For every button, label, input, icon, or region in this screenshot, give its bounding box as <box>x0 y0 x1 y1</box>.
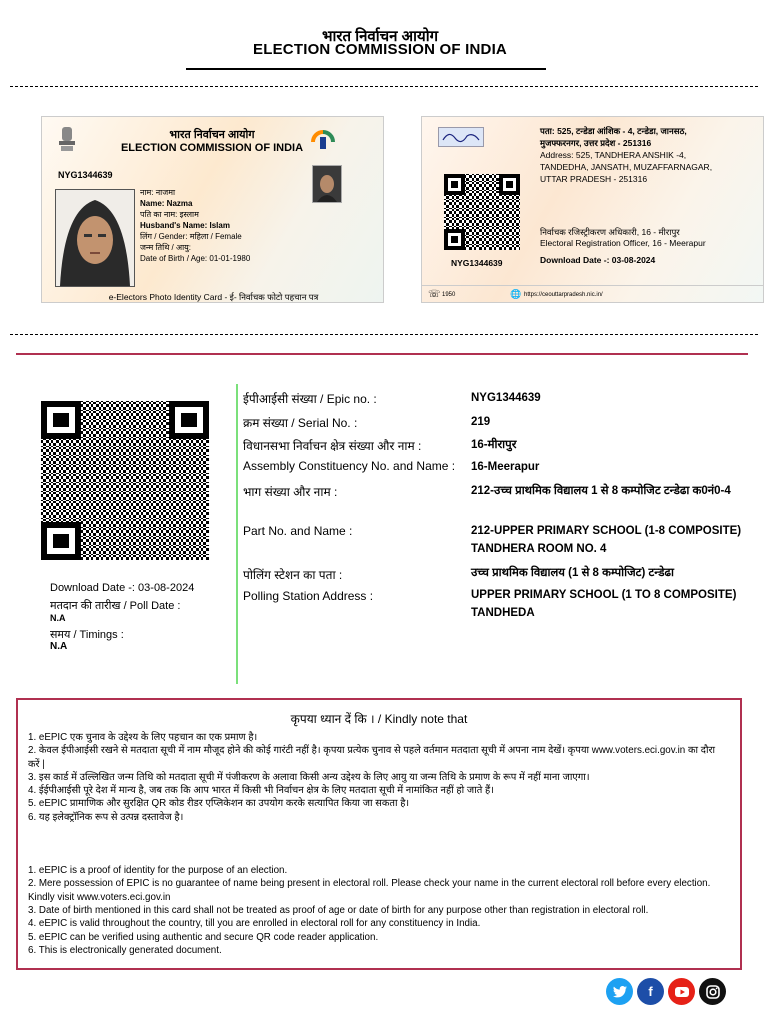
address-line-3: UTTAR PRADESH - 251316 <box>540 174 648 184</box>
notice-item-hindi: 2. केवल ईपीआईसी रखने से मतदाता सूची में नाम मौजूद होने की कोई गारंटी नहीं है। कृपया प्रत्येक चुनाव से पहले वर्तमान मतदाता सूची में अपना नाम देखें। कृपया www.voters.eci.gov.in का दौरा करें | <box>28 745 716 770</box>
front-title: ELECTION COMMISSION OF INDIA <box>120 142 304 154</box>
card-qr-code <box>444 174 520 250</box>
back-download-date: Download Date -: 03-08-2024 <box>540 255 656 265</box>
front-footer: e-Electors Photo Identity Card - ई- निर्वाचक फोटो पहचान पत्र <box>108 292 319 302</box>
notice-item: 4. eEPIC is valid throughout the country, till you are enrolled in electoral roll for any constituency in India. <box>28 918 481 930</box>
globe-icon: 🌐 <box>510 289 522 299</box>
website-link[interactable]: https://ceouttarpradesh.nic.in/ <box>524 292 603 298</box>
notice-item-hindi: 1. eEPIC एक चुनाव के उद्देश्य के लिए पहचान का एक प्रमाण है। <box>28 732 258 743</box>
front-epic-number: NYG1344639 <box>58 170 113 180</box>
notice-box <box>16 698 742 970</box>
notice-title: कृपया ध्यान दें कि । / Kindly note that <box>290 712 468 726</box>
large-qr-code <box>41 401 209 560</box>
serial-label: क्रम संख्या / Serial No. : <box>243 416 358 430</box>
header-title: ELECTION COMMISSION OF INDIA <box>253 41 507 58</box>
poll-date-label: मतदान की तारीख / Poll Date : <box>50 600 181 612</box>
header-title-hindi: भारत निर्वाचन आयोग <box>321 28 439 45</box>
ero-block <box>540 227 706 249</box>
small-photo <box>312 165 342 203</box>
front-details <box>140 187 250 264</box>
notice-item: 2. Mere possession of EPIC is no guarantee of name being present in electoral roll. Please check your name in the current electoral roll before every election. Kindly visit www.voters.eci.gov.in <box>28 878 711 903</box>
epic-card-back <box>421 116 764 303</box>
helpline-number: 1950 <box>442 292 456 298</box>
part-label: Part No. and Name : <box>243 524 353 538</box>
polling-station-label: Polling Station Address : <box>243 589 374 603</box>
ero-hindi: निर्वाचक रजिस्ट्रीकरण अधिकारी, 16 - मीरापुर <box>540 227 680 237</box>
vertical-divider <box>236 384 238 684</box>
name-label-hindi: नाम: नाजमा <box>140 188 176 197</box>
poll-date-value: N.A <box>50 613 66 623</box>
serial-value: 219 <box>471 416 491 428</box>
polling-station-label-hindi: पोलिंग स्टेशन का पता : <box>243 568 343 582</box>
voter-photo <box>55 189 135 287</box>
part-value: 212-UPPER PRIMARY SCHOOL (1-8 COMPOSITE) TANDHERA ROOM NO. 4 <box>471 525 742 555</box>
part-value-hindi: 212-उच्च प्राथमिक विद्यालय 1 से 8 कम्पोजिट टन्डेढा क0नं0-4 <box>471 485 731 497</box>
assembly-value-hindi: 16-मीरापुर <box>471 439 517 451</box>
notice-item-hindi: 4. ईईपीआईसी पूरे देश में मान्य है, जब तक कि आप भारत में किसी भी निर्वाचन क्षेत्र के लिए मतदाता सूची में नामांकित नहीं हो जाते हैं। <box>28 785 494 797</box>
address-hindi-line-2: मुजफ्फरनगर, उत्तर प्रदेश - 251316 <box>540 138 652 148</box>
polling-station-value: UPPER PRIMARY SCHOOL (1 TO 8 COMPOSITE) TANDHEDA <box>471 589 737 619</box>
emblem-icon <box>56 125 78 155</box>
assembly-label: Assembly Constituency No. and Name : <box>243 459 456 473</box>
notice-item: 1. eEPIC is a proof of identity for the purpose of an election. <box>28 865 288 877</box>
notice-item: 6. This is electronically generated document. <box>28 944 222 956</box>
assembly-value: 16-Meerapur <box>471 461 540 473</box>
name-label: Name: Nazma <box>140 199 193 208</box>
front-title-hindi: भारत निर्वाचन आयोग <box>169 129 255 141</box>
dob-label-hindi: जन्म तिथि / आयु: <box>140 243 192 252</box>
notice-item-hindi: 5. eEPIC प्रामाणिक और सुरक्षित QR कोड रीडर एप्लिकेशन का उपयोग करके सत्यापित किया जा सकता है। <box>28 798 410 810</box>
back-footer-divider <box>422 285 764 286</box>
ero-label: Electoral Registration Officer, 16 - Meerapur <box>540 238 706 248</box>
notice-item-hindi: 6. यह इलेक्ट्रॉनिक रूप से उत्पन्न दस्तावेज है। <box>28 811 184 823</box>
dob-label: Date of Birth / Age: 01-01-1980 <box>140 254 251 263</box>
address-hindi-line-1: पता: 525, टन्डेडा आंशिक - 4, टन्डेडा, जानसठ, <box>540 126 687 136</box>
signature-image <box>438 127 484 147</box>
eci-logo-icon <box>310 129 336 155</box>
epic-label: ईपीआईसी संख्या / Epic no. : <box>243 392 377 406</box>
husband-label-hindi: पति का नाम: इस्लाम <box>140 210 199 219</box>
instagram-icon[interactable] <box>699 978 726 1005</box>
polling-station-value-hindi: उच्च प्राथमिक विद्यालय (1 से 8 कम्पोजिट) टन्डेढा <box>471 567 674 579</box>
cut-line-top <box>10 86 758 87</box>
facebook-icon[interactable]: f <box>637 978 664 1005</box>
part-label-hindi: भाग संख्या और नाम : <box>243 485 338 499</box>
address-line-1: Address: 525, TANDHERA ANSHIK -4, <box>540 150 687 160</box>
notice-body <box>28 731 728 957</box>
epic-card-front <box>41 116 384 303</box>
assembly-label-hindi: विधानसभा निर्वाचन क्षेत्र संख्या और नाम : <box>243 439 422 453</box>
husband-label: Husband's Name: Islam <box>140 221 230 230</box>
notice-item: 3. Date of birth mentioned in this card shall not be treated as proof of age or date of birth for any purpose other than registration in electoral roll. <box>28 904 649 916</box>
timings-label: समय / Timings : <box>50 629 124 641</box>
back-epic-number: NYG1344639 <box>451 258 503 268</box>
address-block <box>540 125 760 185</box>
address-line-2: TANDEDHA, JANSATH, MUZAFFARNAGAR, <box>540 162 713 172</box>
twitter-icon[interactable] <box>606 978 633 1005</box>
header-underline <box>186 68 546 70</box>
section-divider <box>16 353 748 355</box>
timings-value: N.A <box>50 641 68 652</box>
gender-label: लिंग / Gender: महिला / Female <box>140 232 242 241</box>
notice-item-hindi: 3. इस कार्ड में उल्लिखित जन्म तिथि को मतदाता सूची में पंजीकरण के अलावा किसी अन्य उद्देश्य के लिए आयु या जन्म तिथि के प्रमाण के रूप में नहीं माना जाएगा। <box>28 771 590 783</box>
notice-item: 5. eEPIC can be verified using authentic and secure QR code reader application. <box>28 931 379 943</box>
epic-value: NYG1344639 <box>471 392 541 404</box>
cut-line-bottom <box>10 334 758 335</box>
phone-icon: ☏ <box>428 289 441 300</box>
download-date: Download Date -: 03-08-2024 <box>50 582 195 594</box>
youtube-icon[interactable] <box>668 978 695 1005</box>
